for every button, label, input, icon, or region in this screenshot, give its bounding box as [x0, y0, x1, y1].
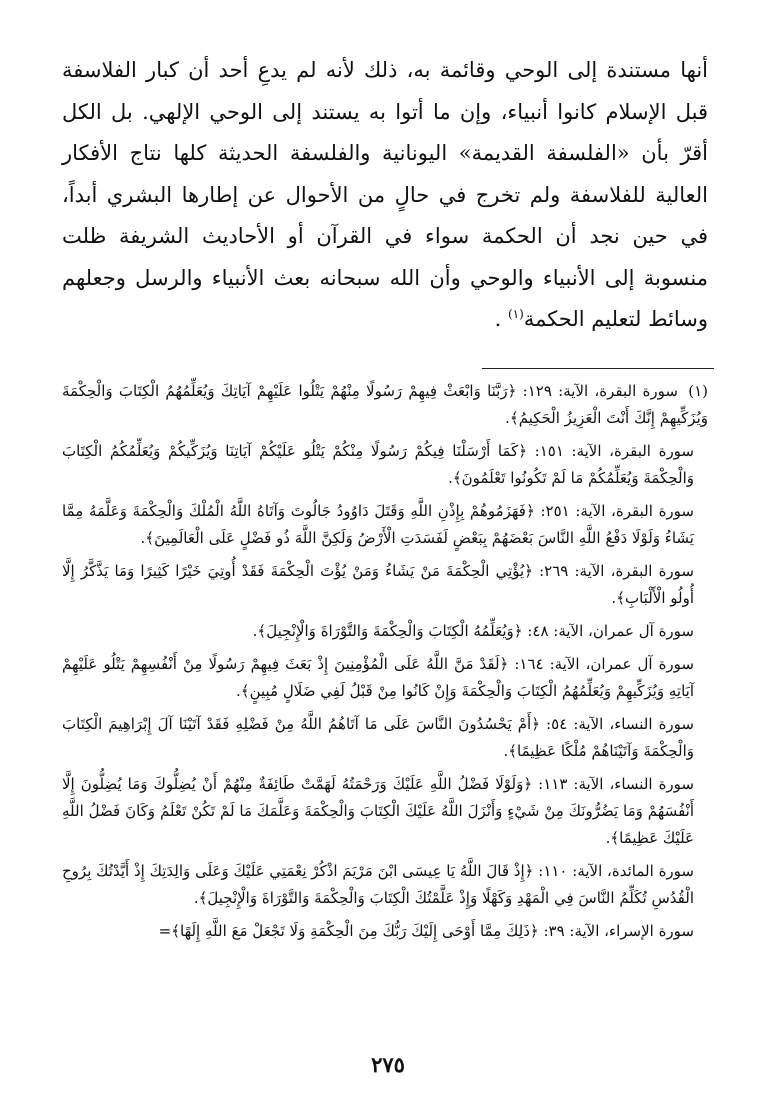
footnote-verse: ﴿وَلَوْلَا فَضْلُ اللَّهِ عَلَيْكَ وَرَحْمَتُهُ لَهَمَّتْ طَائِفَةٌ مِنْهُمْ أَنْ يُضِلُّوكَ وَمَا يُضِلُّونَ إِلَّا أَنْفُسَهُمْ وَمَا يَضُرُّونَكَ مِنْ شَيْءٍ وَأَنْزَلَ اللَّهُ عَلَيْكَ الْكِتَابَ وَالْحِكْمَةَ وَعَلَّمَكَ مَا لَمْ تَكُنْ تَعْلَمُ وَكَانَ فَضْلُ اللَّهِ عَلَيْكَ عَظِيمًا﴾. — [62, 775, 694, 847]
footnote-item — [62, 618, 708, 645]
footnote-verse: ﴿أَمْ يَحْسُدُونَ النَّاسَ عَلَى مَا آتَاهُمُ اللَّهُ مِنْ فَضْلِهِ فَقَدْ آتَيْنَا آلَ إِبْرَاهِيمَ الْكِتَابَ وَالْحِكْمَةَ وَآتَيْنَاهُمْ مُلْكًا عَظِيمًا﴾. — [62, 715, 694, 760]
footnote-verse: ﴿يُؤْتِي الْحِكْمَةَ مَنْ يَشَاءُ وَمَنْ يُؤْتَ الْحِكْمَةَ فَقَدْ أُوتِيَ خَيْرًا كَثِيرًا وَمَا يَذَّكَّرُ إِلَّا أُولُو الْأَلْبَابِ﴾. — [62, 562, 694, 607]
page-content — [62, 50, 708, 341]
footnote-verse: ﴿رَبَّنَا وَابْعَثْ فِيهِمْ رَسُولًا مِنْهُمْ يَتْلُوا عَلَيْهِمْ آيَاتِكَ وَيُعَلِّمُهُمُ الْكِتَابَ وَالْحِكْمَةَ وَيُزَكِّيهِمْ إِنَّكَ أَنْتَ الْعَزِيزُ الْحَكِيمُ﴾. — [62, 382, 708, 427]
footnote-reference: (١) — [507, 307, 524, 321]
footnote-reference-label: سورة النساء، الآية: ١١٣: — [538, 775, 694, 793]
footnote-verse: ﴿كَمَا أَرْسَلْنَا فِيكُمْ رَسُولًا مِنْكُمْ يَتْلُو عَلَيْكُمْ آيَاتِنَا وَيُزَكِّيكُمْ وَيُعَلِّمُكُمُ الْكِتَابَ وَالْحِكْمَةَ وَيُعَلِّمُكُمْ مَا لَمْ تَكُونُوا تَعْلَمُونَ﴾. — [62, 442, 694, 487]
footnote-reference-label: سورة آل عمران، الآية: ١٦٤: — [514, 655, 694, 673]
footnote-verse: ﴿وَيُعَلِّمُهُ الْكِتَابَ وَالْحِكْمَةَ وَالتَّوْرَاةَ وَالْإِنْجِيلَ﴾. — [252, 622, 523, 640]
footnote-item — [62, 858, 708, 912]
footnote-item — [62, 918, 708, 945]
footnote-reference-label: سورة البقرة، الآية: ١٥١: — [534, 442, 694, 460]
footnote-reference-label: سورة المائدة، الآية: ١١٠: — [538, 862, 694, 880]
footnotes-section — [62, 378, 708, 951]
footnote-item — [62, 378, 708, 432]
footnote-verse: ﴿ذَلِكَ مِمَّا أَوْحَى إِلَيْكَ رَبُّكَ مِنَ الْحِكْمَةِ وَلَا تَجْعَلْ مَعَ اللَّهِ إِلَهًا﴾= — [158, 922, 539, 940]
footnote-number: (١) — [688, 382, 708, 400]
footnote-verse: ﴿إِذْ قَالَ اللَّهُ يَا عِيسَى ابْنَ مَرْيَمَ اذْكُرْ نِعْمَتِي عَلَيْكَ وَعَلَى وَالِدَتِكَ إِذْ أَيَّدْتُكَ بِرُوحِ الْقُدُسِ تُكَلِّمُ النَّاسَ فِي الْمَهْدِ وَكَهْلًا وَإِذْ عَلَّمْتُكَ الْكِتَابَ وَالْحِكْمَةَ وَالتَّوْرَاةَ وَالْإِنْجِيلَ﴾. — [62, 862, 694, 907]
footnote-item — [62, 711, 708, 765]
body-paragraph — [62, 50, 708, 341]
footnote-item — [62, 438, 708, 492]
footnote-item — [62, 771, 708, 852]
footnote-reference-label: سورة الإسراء، الآية: ٣٩: — [543, 922, 694, 940]
page-number: ٢٧٥ — [371, 1052, 405, 1077]
footnote-reference-label: سورة البقرة، الآية: ٢٥١: — [540, 502, 694, 520]
footnote-item — [62, 651, 708, 705]
footnote-item — [62, 558, 708, 612]
body-paragraph-text: أنها مستندة إلى الوحي وقائمة به، ذلك لأنه لم يدعِ أحد أن كبار الفلاسفة قبل الإسلام كانوا أنبياء، وإن ما أتوا به يستند إلى الوحي الإلهي. بل الكل أقرّ بأن «الفلسفة القديمة» اليونانية والفلسفة الحديثة كلها نتاج الأفكار العالية للفلاسفة ولم تخرج في حالٍ من الأحوال عن إطارها البشري أبداً، في حين نجد أن الحكمة سواء في القرآن أو الأحاديث الشريفة ظلت منسوبة إلى الأنبياء والوحي وأن الله سبحانه بعث الأنبياء والرسل وجعلهم وسائط لتعليم الحكمة — [62, 58, 708, 331]
footnote-reference-label: سورة البقرة، الآية: ٢٦٩: — [539, 562, 694, 580]
footnote-reference-label: سورة النساء، الآية: ٥٤: — [546, 715, 694, 733]
footnote-reference-label: سورة البقرة، الآية: ١٢٩: — [522, 382, 678, 400]
body-end-punctuation: . — [494, 307, 502, 331]
footnote-divider — [482, 368, 714, 369]
footnote-verse: ﴿فَهَزَمُوهُمْ بِإِذْنِ اللَّهِ وَقَتَلَ دَاوُودُ جَالُوتَ وَآتَاهُ اللَّهُ الْمُلْكَ وَالْحِكْمَةَ وَعَلَّمَهُ مِمَّا يَشَاءُ وَلَوْلَا دَفْعُ اللَّهِ النَّاسَ بَعْضَهُمْ بِبَعْضٍ لَفَسَدَتِ الْأَرْضُ وَلَكِنَّ اللَّهَ ذُو فَضْلٍ عَلَى الْعَالَمِينَ﴾. — [62, 502, 694, 547]
footnote-item — [62, 498, 708, 552]
footnote-reference-label: سورة آل عمران، الآية: ٤٨: — [527, 622, 694, 640]
footnote-verse: ﴿لَقَدْ مَنَّ اللَّهُ عَلَى الْمُؤْمِنِينَ إِذْ بَعَثَ فِيهِمْ رَسُولًا مِنْ أَنْفُسِهِمْ يَتْلُو عَلَيْهِمْ آيَاتِهِ وَيُزَكِّيهِمْ وَيُعَلِّمُهُمُ الْكِتَابَ وَالْحِكْمَةَ وَإِنْ كَانُوا مِنْ قَبْلُ لَفِي ضَلَالٍ مُبِينٍ﴾. — [62, 655, 694, 700]
